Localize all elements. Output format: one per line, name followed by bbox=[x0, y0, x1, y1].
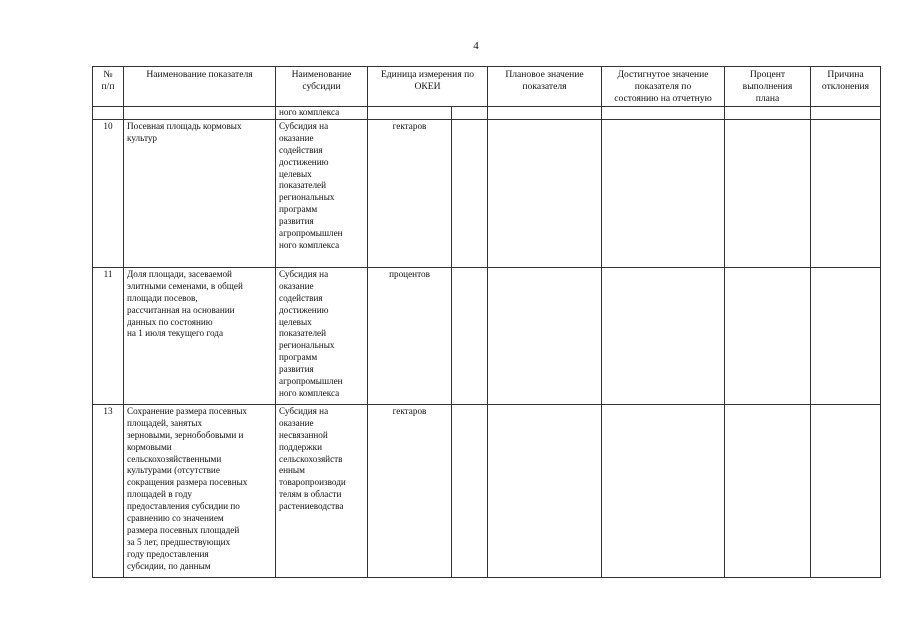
page-number: 4 bbox=[473, 40, 479, 52]
table-row bbox=[93, 267, 881, 404]
row-indicator: Сохранение размера посевных площадей, занятых зерновыми, зернобобовыми и кормовыми сельскохозяйственными культурами (отсутствие сокращения размера посевных площадей в году предоставления субсидии по сравнению со значением размера посевных площадей за 5 лет, предшествующих году предоставления субсидии, по данным bbox=[124, 404, 276, 577]
row-unit: гектаров bbox=[368, 404, 452, 577]
row-unit: гектаров bbox=[368, 119, 452, 267]
header-subsidy: Наименование субсидии bbox=[276, 67, 368, 107]
header-achieved: Достигнутое значение показателя по состоянию на отчетную bbox=[602, 67, 725, 107]
row-num: 13 bbox=[93, 404, 124, 577]
row-num: 11 bbox=[93, 267, 124, 404]
continuation-cell: ного комплекса bbox=[276, 107, 368, 120]
row-indicator: Доля площади, засеваемой элитными семенами, в общей площади посевов, рассчитанная на основании данных по состоянию на 1 июля текущего года bbox=[124, 267, 276, 404]
header-indicator: Наименование показателя bbox=[124, 67, 276, 107]
table-row bbox=[93, 404, 881, 577]
row-indicator: Посевная площадь кормовых культур bbox=[124, 119, 276, 267]
header-reason: Причина отклонения bbox=[811, 67, 881, 107]
row-subsidy: Субсидия на оказание содействия достижению целевых показателей региональных программ развития агропромышлен ного комплекса bbox=[276, 119, 368, 267]
table-row bbox=[93, 107, 881, 120]
row-num: 10 bbox=[93, 119, 124, 267]
header-planned: Плановое значение показателя bbox=[488, 67, 602, 107]
report-table bbox=[92, 66, 881, 578]
row-subsidy: Субсидия на оказание несвязанной поддержки сельскохозяйств енным товаропроизводи телям в области растениеводства bbox=[276, 404, 368, 577]
header-unit: Единица измерения по ОКЕИ bbox=[368, 67, 488, 107]
row-unit: процентов bbox=[368, 267, 452, 404]
header-num: № п/п bbox=[93, 67, 124, 107]
row-subsidy: Субсидия на оказание содействия достижению целевых показателей региональных программ развития агропромышлен ного комплекса bbox=[276, 267, 368, 404]
header-percent: Процент выполнения плана bbox=[725, 67, 811, 107]
table-row bbox=[93, 119, 881, 267]
